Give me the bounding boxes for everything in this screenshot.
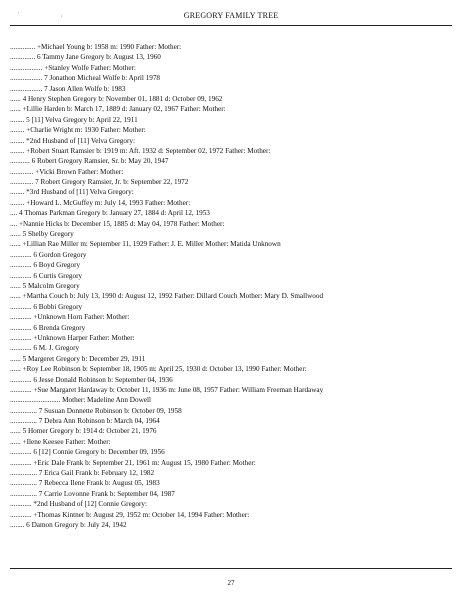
family-tree-entry: ............ +Eric Dale Frank b: September 21, 1961 m: August 15, 1980 Father: Mother: xyxy=(10,458,256,467)
family-tree-entry: .............. 6 Tammy Jane Gregory b: August 13, 1960 xyxy=(10,53,161,62)
family-tree-entry: ............... 7 Rebecca Ilene Frank b: August 05, 1983 xyxy=(10,479,160,488)
family-tree-entry: ........ 6 Damon Gregory b: July 24, 1942 xyxy=(10,520,127,529)
family-tree-entry: .................. 7 Jason Allen Wolfe b: 1983 xyxy=(10,84,126,93)
family-tree-entry: ............... 7 Carrie Lovonne Frank b: September 04, 1987 xyxy=(10,489,175,498)
family-tree-entry: ............... 7 Susuan Donnette Robinson b: October 09, 1958 xyxy=(10,406,182,415)
family-tree-entry: ...... +Martha Couch b: July 13, 1990 d: August 12, 1992 Father: Dillard Couch Mother: Mary D. Smallwood xyxy=(10,292,324,301)
family-tree-entry: ...... 5 Homer Gregory b: 1914 d: October 21, 1976 xyxy=(10,427,157,436)
family-tree-entry: .................. +Stanley Wolfe Father: Mother: xyxy=(10,63,136,72)
header-rule xyxy=(10,25,452,26)
family-tree-entry: ...... +Lillian Rae Miller m: September 11, 1929 Father: J. E. Miller Mother: Matida Unknown xyxy=(10,240,281,249)
family-tree-entry: ............ 6 Curtis Gregory xyxy=(10,271,83,280)
family-tree-entry: ............ +Thomas Kintner b: August 29, 1952 m: October 14, 1994 Father: Mother: xyxy=(10,510,250,519)
family-tree-entry: ............ 6 Bobbi Gregory xyxy=(10,302,83,311)
family-tree-entry: ...... 4 Henry Stephen Gregory b: November 01, 1881 d: October 09, 1962 xyxy=(10,94,223,103)
family-tree-entry: ............ 6 Gordon Gregory xyxy=(10,250,87,259)
family-tree-entry: ........ +Howard L. McGuffey m: July 14, 1993 Father: Mother: xyxy=(10,198,191,207)
family-tree-entry: ............ *2nd Husband of [12] Connie Gregory: xyxy=(10,500,147,509)
page-number: 27 xyxy=(227,579,235,587)
family-tree-entry: ........... 6 Robert Gregory Ramsier, Sr. b: May 20, 1947 xyxy=(10,157,169,166)
family-tree-entry: .... 4 Thomas Parkman Gregory b: January 27, 1884 d: April 12, 1953 xyxy=(10,209,210,218)
family-tree-entry: ............. +Vicki Brown Father: Mother: xyxy=(10,167,124,176)
family-tree-entry: ............ 6 Boyd Gregory xyxy=(10,261,81,270)
family-tree-entry: ............... 7 Debra Ann Robinson b: March 04, 1964 xyxy=(10,417,160,426)
family-tree-entry: ............ 6 [12] Connie Gregory b: December 09, 1956 xyxy=(10,448,165,457)
family-tree-entry: ........ +Charlie Wright m: 1930 Father: Mother: xyxy=(10,126,146,135)
family-tree-entry: ............ +Unknown Harper Father: Mother: xyxy=(10,333,135,342)
page-header-title: GREGORY FAMILY TREE xyxy=(183,11,279,20)
family-tree-entry: ...... +Ilene Keesee Father: Mother: xyxy=(10,437,111,446)
family-tree-entry: .... +Nannie Hicks b: December 15, 1885 d: May 04, 1978 Father: Mother: xyxy=(10,219,225,228)
family-tree-entry: ............ +Sue Margaret Hardaway b: October 11, 1936 m: June 08, 1957 Father: William Freeman Hardaway xyxy=(10,385,324,394)
family-tree-entry: ........ 5 [11] Velva Gregory b: April 22, 1911 xyxy=(10,115,138,124)
family-tree-entry: ...... +Lillie Harden b: March 17, 1889 d: January 02, 1967 Father: Mother: xyxy=(10,105,226,114)
family-tree-entries xyxy=(10,42,455,530)
family-tree-entry: ...... 5 Shelby Gregory xyxy=(10,230,74,239)
family-tree-entry: ............. 7 Robert Gregory Ramsier, Jr. b: September 22, 1972 xyxy=(10,178,189,187)
family-tree-entry: ............ 6 Brenda Gregory xyxy=(10,323,86,332)
family-tree-entry: ............................ Mother: Madeline Ann Dowell xyxy=(10,396,151,405)
family-tree-entry: ........ +Robert Stuart Ramsier b: 1919 m: Aft. 1932 d: September 02, 1972 Father: Mother: xyxy=(10,146,271,155)
family-tree-entry: ...... 5 Margeret Gregory b: December 29, 1911 xyxy=(10,354,146,363)
footer-rule xyxy=(10,568,452,569)
family-tree-entry: ............ 6 M. J. Gregory xyxy=(10,344,80,353)
family-tree-entry: ............... 7 Erica Gail Frank b: February 12, 1982 xyxy=(10,469,155,478)
family-tree-entry: ............ +Unknown Horn Father: Mother: xyxy=(10,313,130,322)
scan-marks: ' , xyxy=(18,12,83,18)
family-tree-entry: ............ 6 Jesse Donald Robinson b: September 04, 1936 xyxy=(10,375,173,384)
family-tree-entry: ........ *3rd Husband of [11] Velva Gregory: xyxy=(10,188,134,197)
family-tree-entry: ...... 5 Malcolm Gregory xyxy=(10,281,80,290)
family-tree-entry: .............. +Michael Young b: 1958 m: 1990 Father: Mother: xyxy=(10,43,182,51)
family-tree-entry: ...... +Roy Lee Robinson b: September 18, 1905 m: April 25, 1930 d: October 13, 1990 Father: Mother: xyxy=(10,365,307,374)
family-tree-entry: .................. 7 Jonathon Micheal Wolfe b: April 1978 xyxy=(10,74,161,83)
family-tree-entry: ........ *2nd Husband of [11] Velva Gregory: xyxy=(10,136,135,145)
